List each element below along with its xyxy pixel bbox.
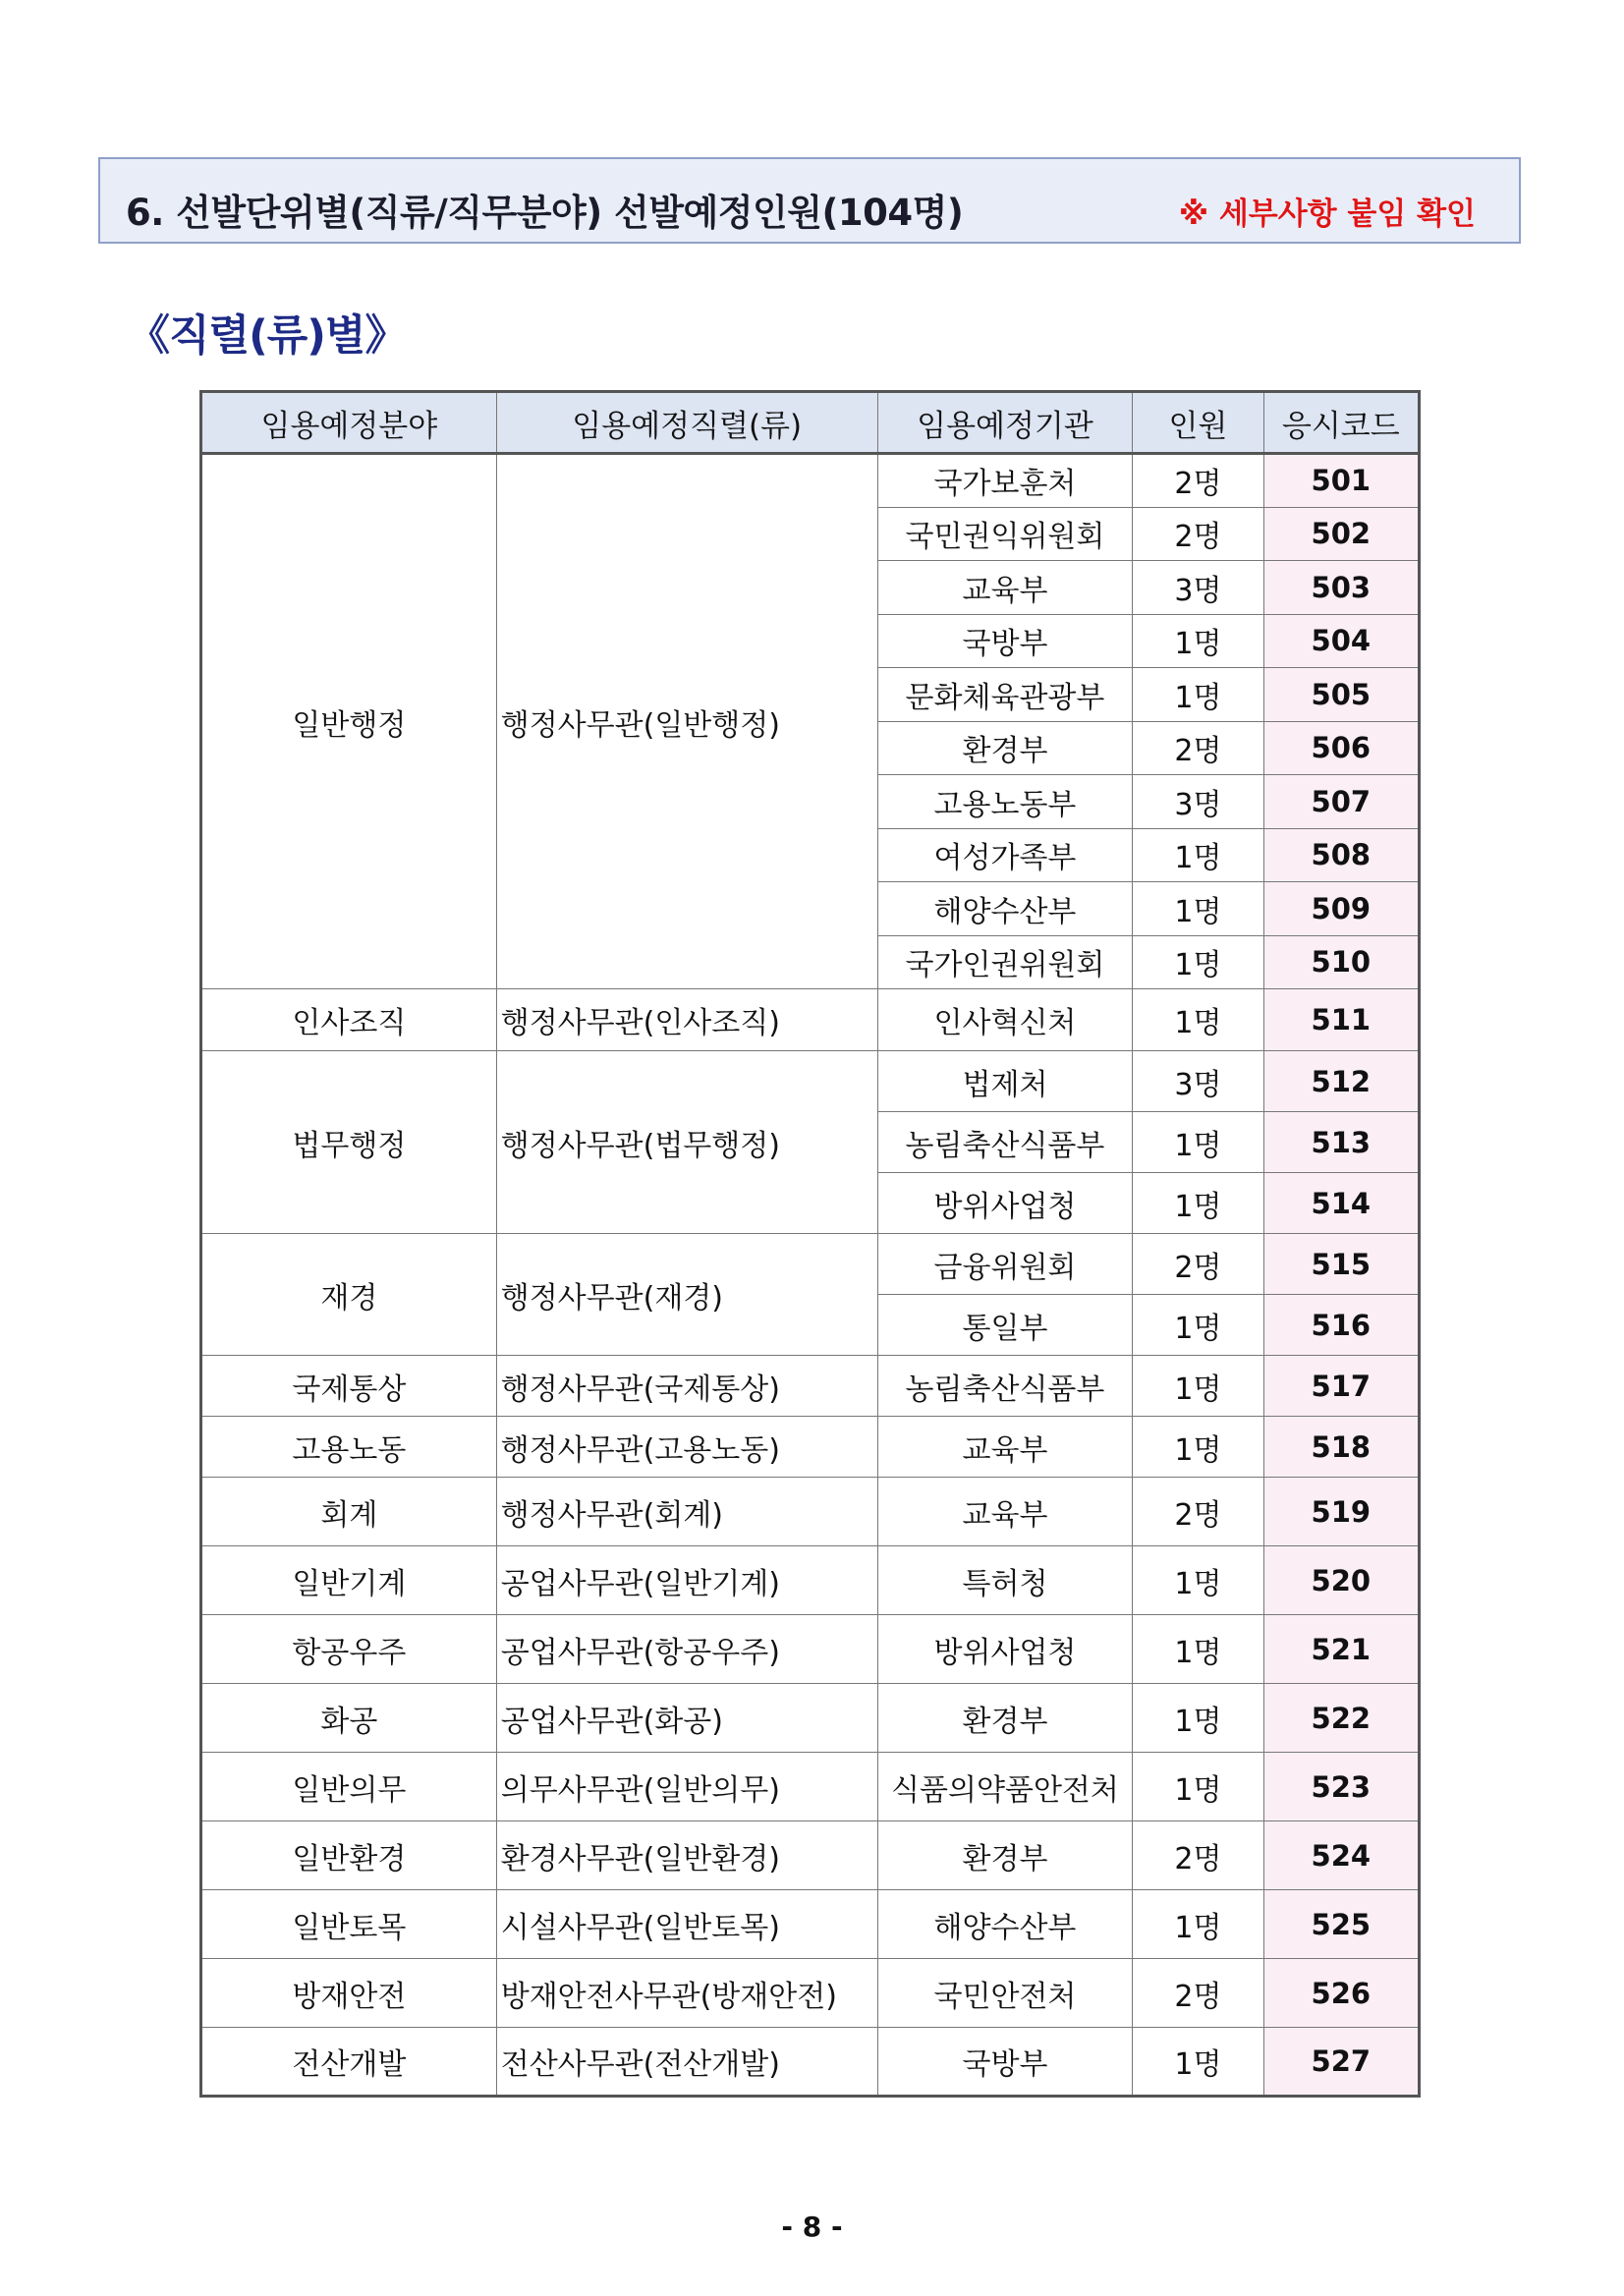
rank-cell: 행정사무관(국제통상) xyxy=(496,1356,877,1417)
count-cell: 2명 xyxy=(1133,507,1263,561)
table-row xyxy=(201,2028,1420,2097)
field-cell: 회계 xyxy=(201,1478,497,1546)
count-cell: 1명 xyxy=(1133,1890,1263,1959)
rank-cell: 행정사무관(일반행정) xyxy=(496,454,877,989)
code-cell: 502 xyxy=(1263,507,1419,561)
section-title: 6. 선발단위별(직류/직무분야) 선발예정인원(104명) xyxy=(126,192,964,234)
count-cell: 2명 xyxy=(1133,1234,1263,1295)
code-cell: 523 xyxy=(1263,1753,1419,1821)
field-cell: 재경 xyxy=(201,1234,497,1356)
count-cell: 3명 xyxy=(1133,775,1263,829)
count-cell: 1명 xyxy=(1133,614,1263,668)
field-cell: 일반행정 xyxy=(201,454,497,989)
agency-cell: 국민권익위원회 xyxy=(877,507,1133,561)
field-cell: 항공우주 xyxy=(201,1615,497,1684)
code-cell: 510 xyxy=(1263,935,1419,989)
field-cell: 방재안전 xyxy=(201,1959,497,2028)
count-cell: 2명 xyxy=(1133,1959,1263,2028)
field-cell: 고용노동 xyxy=(201,1417,497,1478)
agency-cell: 고용노동부 xyxy=(877,775,1133,829)
count-cell: 1명 xyxy=(1133,1753,1263,1821)
rank-cell: 공업사무관(화공) xyxy=(496,1684,877,1753)
count-cell: 1명 xyxy=(1133,1417,1263,1478)
rank-cell: 행정사무관(법무행정) xyxy=(496,1051,877,1234)
table-body xyxy=(201,454,1420,2097)
rank-cell: 방재안전사무관(방재안전) xyxy=(496,1959,877,2028)
agency-cell: 법제처 xyxy=(877,1051,1133,1112)
agency-cell: 특허청 xyxy=(877,1546,1133,1615)
rank-cell: 시설사무관(일반토목) xyxy=(496,1890,877,1959)
table-header-row xyxy=(201,392,1420,454)
agency-cell: 해양수산부 xyxy=(877,1890,1133,1959)
count-cell: 1명 xyxy=(1133,1356,1263,1417)
section-title-box xyxy=(98,157,1521,244)
code-cell: 520 xyxy=(1263,1546,1419,1615)
table-row xyxy=(201,454,1420,508)
code-cell: 511 xyxy=(1263,989,1419,1051)
field-cell: 일반기계 xyxy=(201,1546,497,1615)
count-cell: 1명 xyxy=(1133,1295,1263,1356)
rank-cell: 행정사무관(고용노동) xyxy=(496,1417,877,1478)
code-cell: 504 xyxy=(1263,614,1419,668)
field-cell: 일반환경 xyxy=(201,1821,497,1890)
code-cell: 512 xyxy=(1263,1051,1419,1112)
code-cell: 513 xyxy=(1263,1112,1419,1173)
rank-cell: 행정사무관(인사조직) xyxy=(496,989,877,1051)
code-cell: 522 xyxy=(1263,1684,1419,1753)
agency-cell: 해양수산부 xyxy=(877,882,1133,936)
count-cell: 2명 xyxy=(1133,454,1263,508)
rank-cell: 행정사무관(회계) xyxy=(496,1478,877,1546)
code-cell: 515 xyxy=(1263,1234,1419,1295)
count-cell: 2명 xyxy=(1133,1821,1263,1890)
table-row xyxy=(201,1356,1420,1417)
code-cell: 518 xyxy=(1263,1417,1419,1478)
agency-cell: 방위사업청 xyxy=(877,1615,1133,1684)
agency-cell: 농림축산식품부 xyxy=(877,1112,1133,1173)
agency-cell: 국방부 xyxy=(877,614,1133,668)
code-cell: 519 xyxy=(1263,1478,1419,1546)
column-header-field: 임용예정분야 xyxy=(201,392,497,454)
agency-cell: 농림축산식품부 xyxy=(877,1356,1133,1417)
table-row xyxy=(201,1959,1420,2028)
count-cell: 1명 xyxy=(1133,1112,1263,1173)
table-row xyxy=(201,989,1420,1051)
agency-cell: 국가보훈처 xyxy=(877,454,1133,508)
field-cell: 일반의무 xyxy=(201,1753,497,1821)
code-cell: 509 xyxy=(1263,882,1419,936)
code-cell: 505 xyxy=(1263,668,1419,722)
table-row xyxy=(201,1417,1420,1478)
code-cell: 501 xyxy=(1263,454,1419,508)
code-cell: 517 xyxy=(1263,1356,1419,1417)
agency-cell: 식품의약품안전처 xyxy=(877,1753,1133,1821)
agency-cell: 환경부 xyxy=(877,721,1133,775)
rank-cell: 환경사무관(일반환경) xyxy=(496,1821,877,1890)
field-cell: 화공 xyxy=(201,1684,497,1753)
count-cell: 2명 xyxy=(1133,721,1263,775)
count-cell: 1명 xyxy=(1133,989,1263,1051)
count-cell: 1명 xyxy=(1133,882,1263,936)
table-row xyxy=(201,1753,1420,1821)
field-cell: 법무행정 xyxy=(201,1051,497,1234)
code-cell: 503 xyxy=(1263,561,1419,615)
column-header-code: 응시코드 xyxy=(1263,392,1419,454)
page-number: - 8 - xyxy=(781,2211,843,2243)
rank-cell: 공업사무관(일반기계) xyxy=(496,1546,877,1615)
agency-cell: 금융위원회 xyxy=(877,1234,1133,1295)
code-cell: 514 xyxy=(1263,1173,1419,1234)
agency-cell: 통일부 xyxy=(877,1295,1133,1356)
table-row xyxy=(201,1821,1420,1890)
table-row xyxy=(201,1615,1420,1684)
count-cell: 2명 xyxy=(1133,1478,1263,1546)
agency-cell: 국방부 xyxy=(877,2028,1133,2097)
rank-cell: 전산사무관(전산개발) xyxy=(496,2028,877,2097)
code-cell: 507 xyxy=(1263,775,1419,829)
count-cell: 1명 xyxy=(1133,1684,1263,1753)
table-row xyxy=(201,1684,1420,1753)
rank-cell: 의무사무관(일반의무) xyxy=(496,1753,877,1821)
column-header-rank: 임용예정직렬(류) xyxy=(496,392,877,454)
sub-heading: 《직렬(류)별》 xyxy=(128,311,407,361)
agency-cell: 환경부 xyxy=(877,1684,1133,1753)
count-cell: 1명 xyxy=(1133,668,1263,722)
field-cell: 전산개발 xyxy=(201,2028,497,2097)
agency-cell: 교육부 xyxy=(877,1478,1133,1546)
count-cell: 1명 xyxy=(1133,1615,1263,1684)
table-row xyxy=(201,1051,1420,1112)
table-row xyxy=(201,1234,1420,1295)
count-cell: 1명 xyxy=(1133,1546,1263,1615)
code-cell: 516 xyxy=(1263,1295,1419,1356)
code-cell: 527 xyxy=(1263,2028,1419,2097)
count-cell: 1명 xyxy=(1133,1173,1263,1234)
field-cell: 국제통상 xyxy=(201,1356,497,1417)
count-cell: 3명 xyxy=(1133,561,1263,615)
rank-cell: 행정사무관(재경) xyxy=(496,1234,877,1356)
count-cell: 3명 xyxy=(1133,1051,1263,1112)
section-note: ※ 세부사항 붙임 확인 xyxy=(1178,196,1476,232)
code-cell: 524 xyxy=(1263,1821,1419,1890)
code-cell: 508 xyxy=(1263,828,1419,882)
count-cell: 1명 xyxy=(1133,828,1263,882)
agency-cell: 국민안전처 xyxy=(877,1959,1133,2028)
agency-cell: 환경부 xyxy=(877,1821,1133,1890)
field-cell: 인사조직 xyxy=(201,989,497,1051)
count-cell: 1명 xyxy=(1133,935,1263,989)
agency-cell: 교육부 xyxy=(877,561,1133,615)
code-cell: 525 xyxy=(1263,1890,1419,1959)
agency-cell: 문화체육관광부 xyxy=(877,668,1133,722)
code-cell: 521 xyxy=(1263,1615,1419,1684)
agency-cell: 방위사업청 xyxy=(877,1173,1133,1234)
code-cell: 526 xyxy=(1263,1959,1419,2028)
table-row xyxy=(201,1890,1420,1959)
count-cell: 1명 xyxy=(1133,2028,1263,2097)
column-header-count: 인원 xyxy=(1133,392,1263,454)
rank-cell: 공업사무관(항공우주) xyxy=(496,1615,877,1684)
code-cell: 506 xyxy=(1263,721,1419,775)
agency-cell: 국가인권위원회 xyxy=(877,935,1133,989)
agency-cell: 교육부 xyxy=(877,1417,1133,1478)
agency-cell: 인사혁신처 xyxy=(877,989,1133,1051)
table-row xyxy=(201,1478,1420,1546)
field-cell: 일반토목 xyxy=(201,1890,497,1959)
column-header-agency: 임용예정기관 xyxy=(877,392,1133,454)
table-row xyxy=(201,1546,1420,1615)
agency-cell: 여성가족부 xyxy=(877,828,1133,882)
recruitment-table xyxy=(199,390,1421,2098)
